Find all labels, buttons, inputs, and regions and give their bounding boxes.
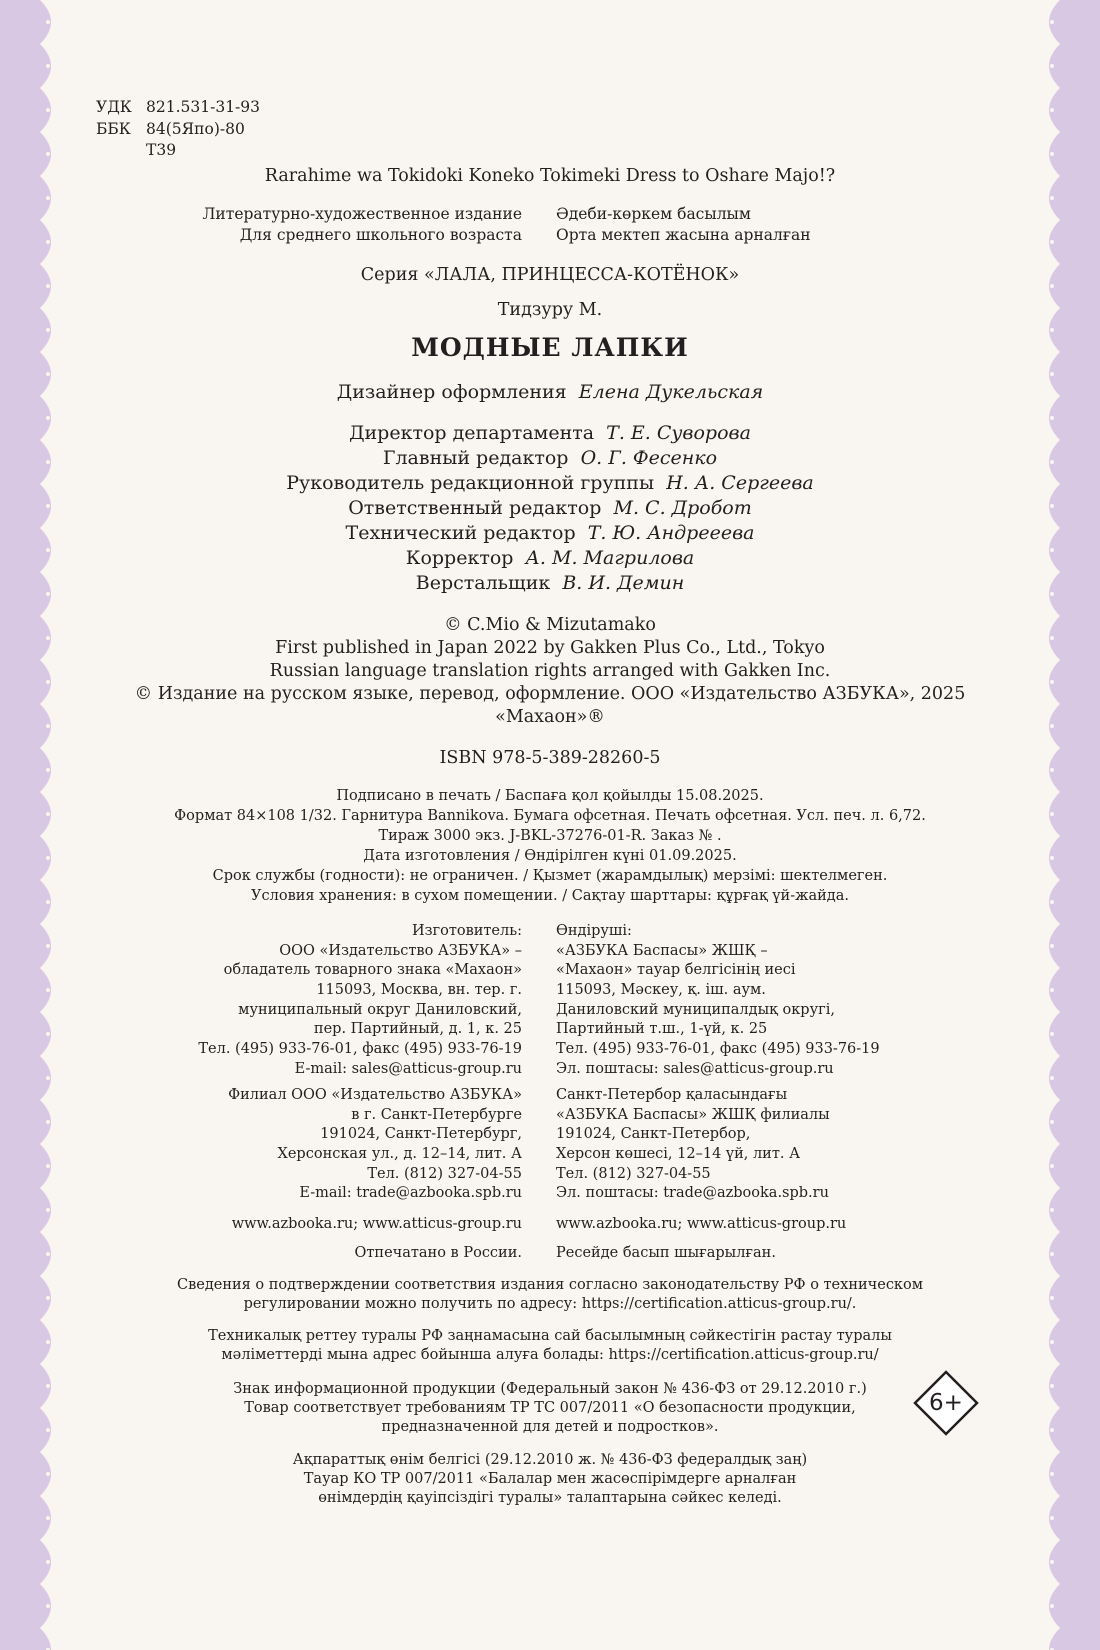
credit-role: Корректор [405, 547, 514, 569]
print-info-line: Срок службы (годности): не ограничен. / Қызмет (жарамдылық) мерзімі: шектелмеген. [212, 868, 888, 884]
info-sign-kz: Тауар КО ТР 007/2011 «Балалар мен жасөспірімдерге арналған [303, 1471, 797, 1487]
udk-value: 821.531-31-93 [146, 98, 261, 116]
book-title: МОДНЫЕ ЛАПКИ [411, 333, 689, 362]
print-info-line: Дата изготовления / Өндірілген күні 01.09.2025. [363, 848, 737, 864]
print-info-line: Формат 84×108 1/32. Гарнитура Bannikova. Бумага офсетная. Печать офсетная. Усл. печ. л. 6,72. [174, 808, 926, 824]
designer-line [0, 380, 1100, 405]
bbk-value: 84(5Япо)-80 [146, 120, 245, 138]
manufacturer-ru-line: муниципальный округ Даниловский, [238, 1001, 522, 1018]
credit-name: Т. Е. Суворова [606, 422, 751, 444]
credit-line [0, 421, 1100, 446]
branch-ru-line: 191024, Санкт-Петербург, [320, 1126, 522, 1143]
manufacturer-kz [556, 922, 880, 1080]
branch-kz-line: Тел. (812) 327-04-55 [556, 1165, 711, 1182]
manufacturer-kz-line: Партийный т.ш., 1-үй, к. 25 [556, 1021, 768, 1038]
certification-kz: мәліметтерді мына адрес бойынша алуға болады: https://certification.atticus-group.ru/ [221, 1347, 879, 1363]
manufacturer-kz-line: Даниловский муниципалдық округі, [556, 1001, 835, 1018]
manufacturer-kz-line: «АЗБУКА Баспасы» ЖШҚ – [556, 942, 768, 959]
edition-type-ru-2: Для среднего школьного возраста [239, 226, 522, 244]
printed-in-ru: Отпечатано в России. [354, 1245, 522, 1261]
branch-kz-line: Херсон көшесі, 12–14 үй, лит. А [556, 1146, 801, 1163]
manufacturer-ru-line: пер. Партийный, д. 1, к. 25 [313, 1021, 522, 1038]
manufacturer-ru [198, 922, 522, 1080]
manufacturer-ru-line: 115093, Москва, вн. тер. г. [316, 982, 522, 999]
print-info-line: Условия хранения: в сухом помещении. / Сақтау шарттары: құрғақ үй-жайда. [251, 888, 849, 904]
credit-line [0, 571, 1100, 596]
branch-ru [228, 1086, 522, 1204]
original-title: Rarahime wa Tokidoki Koneko Tokimeki Dress to Oshare Majo!? [264, 166, 836, 186]
branch-kz-line: Санкт-Петербор қаласындағы [556, 1087, 788, 1103]
branch-kz-line: 191024, Санкт-Петербор, [556, 1126, 751, 1143]
info-sign-ru: предназначенной для детей и подростков». [381, 1419, 719, 1435]
credit-role: Технический редактор [345, 522, 576, 544]
series-title: Серия «ЛАЛА, ПРИНЦЕССА-КОТЁНОК» [360, 265, 740, 285]
credit-line [0, 521, 1100, 546]
manufacturer-ru-line: Тел. (495) 933-76-01, факс (495) 933-76-19 [198, 1041, 522, 1058]
branch-kz-line: Эл. поштасы: trade@azbooka.spb.ru [556, 1185, 829, 1202]
branch-ru-line: в г. Санкт-Петербурге [351, 1106, 522, 1123]
branch-ru-line: Херсонская ул., д. 12–14, лит. А [277, 1146, 522, 1163]
branch-kz [556, 1086, 830, 1204]
manufacturer-kz-line: Өндіруші: [556, 923, 632, 939]
print-info-line: Тираж 3000 экз. J-BKL-37276-01-R. Заказ № . [378, 828, 722, 844]
credit-line [0, 496, 1100, 521]
udk-label: УДК [96, 98, 132, 116]
designer-role: Дизайнер оформления [336, 381, 567, 403]
info-sign-kz: Ақпараттық өнім белгісі (29.12.2010 ж. № 436-ФЗ федералдық заң) [292, 1452, 808, 1468]
branch-ru-line: Тел. (812) 327-04-55 [367, 1165, 522, 1182]
credit-name: О. Г. Фесенко [580, 447, 718, 469]
credit-role: Верстальщик [415, 572, 551, 594]
manufacturer-ru-line: ООО «Издательство АЗБУКА» – [279, 942, 522, 959]
branch-ru-line: E-mail: trade@azbooka.spb.ru [299, 1185, 522, 1202]
age-rating-text: 6+ [929, 1390, 963, 1416]
bbk-label: ББК [96, 120, 131, 138]
credit-name: В. И. Демин [562, 572, 685, 594]
info-sign-kz: өнімдердің қауіпсіздігі туралы» талаптарына сәйкес келеді. [318, 1490, 782, 1506]
credit-role: Главный редактор [382, 447, 569, 469]
book-author: Тидзуру М. [497, 300, 603, 320]
copyright-line: © C.Mio & Mizutamako [444, 615, 656, 635]
credit-role: Директор департамента [349, 422, 595, 444]
printed-in-kz: Ресейде басып шығарылған. [556, 1245, 776, 1261]
credit-role: Руководитель редакционной группы [286, 472, 655, 494]
credit-line [0, 471, 1100, 496]
isbn: ISBN 978-5-389-28260-5 [439, 748, 661, 768]
info-sign-ru: Знак информационной продукции (Федеральный закон № 436-ФЗ от 29.12.2010 г.) [233, 1381, 867, 1397]
manufacturer-ru-line: Изготовитель: [411, 923, 522, 939]
info-sign-ru: Товар соответствует требованиям ТР ТС 007/2011 «О безопасности продукции, [244, 1400, 856, 1416]
copyright-line: Russian language translation rights arranged with Gakken Inc. [269, 661, 831, 681]
credit-role: Ответственный редактор [348, 497, 602, 519]
certification-kz: Техникалық реттеу туралы РФ заңнамасына сай басылымның сәйкестігін растау туралы [208, 1328, 892, 1344]
credit-line [0, 546, 1100, 571]
website-kz: www.azbooka.ru; www.atticus-group.ru [556, 1216, 847, 1232]
age-rating-badge [913, 1370, 979, 1436]
copyright-line: «Махаон»® [495, 707, 605, 727]
designer-name: Елена Дукельская [578, 381, 764, 403]
branch-ru-line: Филиал ООО «Издательство АЗБУКА» [228, 1087, 522, 1103]
manufacturer-kz-line: «Махаон» тауар белгісінің иесі [556, 962, 796, 979]
credit-name: Т. Ю. Андреeева [587, 522, 755, 544]
certification-ru: Сведения о подтверждении соответствия издания согласно законодательству РФ о техническом [176, 1277, 924, 1293]
manufacturer-kz-line: 115093, Мәскеу, қ. іш. аум. [556, 982, 766, 999]
author-mark: Т39 [146, 141, 177, 159]
manufacturer-kz-line: Тел. (495) 933-76-01, факс (495) 933-76-19 [556, 1041, 880, 1058]
edition-type-kz-2: Орта мектеп жасына арналған [556, 226, 811, 244]
edition-type-ru-1: Литературно-художественное издание [202, 205, 522, 223]
manufacturer-ru-line: обладатель товарного знака «Махаон» [223, 962, 522, 979]
edition-type-kz-1: Әдеби-көркем басылым [556, 205, 751, 223]
credit-name: Н. А. Сергеева [666, 472, 814, 494]
copyright-line: First published in Japan 2022 by Gakken Plus Co., Ltd., Tokyo [275, 638, 825, 658]
manufacturer-ru-line: E-mail: sales@atticus-group.ru [294, 1060, 522, 1077]
credit-line [0, 446, 1100, 471]
credit-name: А. М. Магрилова [525, 547, 695, 569]
print-info-line: Подписано в печать / Баспаға қол қойылды 15.08.2025. [336, 788, 764, 804]
credit-name: М. С. Дробот [613, 497, 752, 519]
copyright-line: © Издание на русском языке, перевод, оформление. ООО «Издательство АЗБУКА», 2025 [134, 684, 966, 704]
manufacturer-kz-line: Эл. поштасы: sales@atticus-group.ru [556, 1060, 834, 1077]
certification-ru: регулировании можно получить по адресу: https://certification.atticus-group.ru/. [243, 1296, 857, 1312]
website-ru: www.azbooka.ru; www.atticus-group.ru [231, 1216, 522, 1232]
branch-kz-line: «АЗБУКА Баспасы» ЖШҚ филиалы [556, 1106, 830, 1123]
